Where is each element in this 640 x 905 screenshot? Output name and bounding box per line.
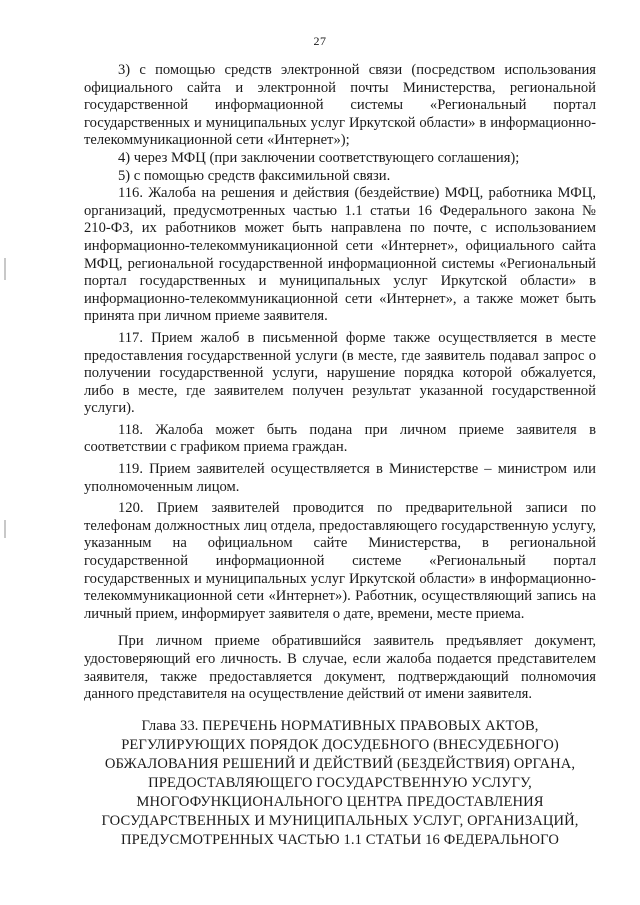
chapter-heading-line: ПРЕДОСТАВЛЯЮЩЕГО ГОСУДАРСТВЕННУЮ УСЛУГУ,	[148, 775, 532, 791]
paragraph-item-4: 4) через МФЦ (при заключении соответствующего соглашения);	[118, 149, 520, 166]
chapter-heading-line: РЕГУЛИРУЮЩИХ ПОРЯДОК ДОСУДЕБНОГО (ВНЕСУДЕБНОГО)	[121, 737, 559, 753]
scan-margin-mark	[4, 520, 6, 538]
paragraph-117: 117. Прием жалоб в письменной форме также осуществляется в месте предоставления государственной услуги (в месте, где заявитель подавал запрос о получении государственной услуги, нарушение порядка которой обжалуется, либо в месте, где заявителем получен результат указанной государственной услуги).	[84, 329, 596, 417]
chapter-heading-line: Глава 33. ПЕРЕЧЕНЬ НОРМАТИВНЫХ ПРАВОВЫХ АКТОВ,	[141, 718, 539, 734]
page-number: 27	[313, 34, 327, 48]
chapter-heading-line: ОБЖАЛОВАНИЯ РЕШЕНИЙ И ДЕЙСТВИЙ (БЕЗДЕЙСТВИЯ) ОРГАНА,	[104, 756, 576, 772]
paragraph-personal-reception: При личном приеме обратившийся заявитель предъявляет документ, удостоверяющий его личность. В случае, если жалоба подается представителем заявителя, также предоставляется документ, подтверждающий полномочия данного представителя на осуществление действий от имени заявителя.	[84, 633, 596, 703]
chapter-heading	[84, 717, 596, 850]
chapter-heading-line: ПРЕДУСМОТРЕННЫХ ЧАСТЬЮ 1.1 СТАТЬИ 16 ФЕДЕРАЛЬНОГО	[121, 832, 559, 848]
paragraph-item-3: 3) с помощью средств электронной связи (посредством использования официального сайта и электронной почты Министерства, региональной государственной информационной системы «Региональный портал государственных и муниципальных услуг Иркутской области» в информационно-телекоммуникационной сети «Интернет»);	[84, 62, 596, 149]
paragraph-118: 118. Жалоба может быть подана при личном приеме заявителя в соответствии с графиком приема граждан.	[84, 421, 596, 456]
paragraph-120: 120. Прием заявителей проводится по предварительной записи по телефонам должностных лиц отдела, предоставляющего государственную услугу, указанным на официальном сайте Министерства, в региональной государственной информационной системе «Региональный портал государственных и муниципальных услуг Иркутской области» в информационно-телекоммуникационной сети «Интернет»). Работник, осуществляющий запись на личный прием, информирует заявителя о дате, времени, месте приема.	[84, 500, 596, 622]
document-body	[84, 62, 596, 704]
scan-margin-mark	[4, 258, 6, 280]
paragraph-119: 119. Прием заявителей осуществляется в Министерстве – министром или уполномоченным лицом.	[84, 461, 596, 495]
paragraph-116: 116. Жалоба на решения и действия (бездействие) МФЦ, работника МФЦ, организаций, предусмотренных частью 1.1 статьи 16 Федерального закона № 210-ФЗ, их работников может быть направлена по почте, с использованием информационно-телекоммуникационной сети «Интернет», официального сайта МФЦ, региональной государственной информационной системы «Региональный портал государственных и муниципальных услуг Иркутской области» в информационно-телекоммуникационной сети «Интернет», а также может быть принята при личном приеме заявителя.	[84, 185, 596, 325]
chapter-heading-line: ГОСУДАРСТВЕННЫХ И МУНИЦИПАЛЬНЫХ УСЛУГ, ОРГАНИЗАЦИЙ,	[101, 813, 579, 829]
chapter-heading-line: МНОГОФУНКЦИОНАЛЬНОГО ЦЕНТРА ПРЕДОСТАВЛЕНИЯ	[136, 794, 544, 810]
paragraph-item-5: 5) с помощью средств факсимильной связи.	[118, 167, 391, 184]
